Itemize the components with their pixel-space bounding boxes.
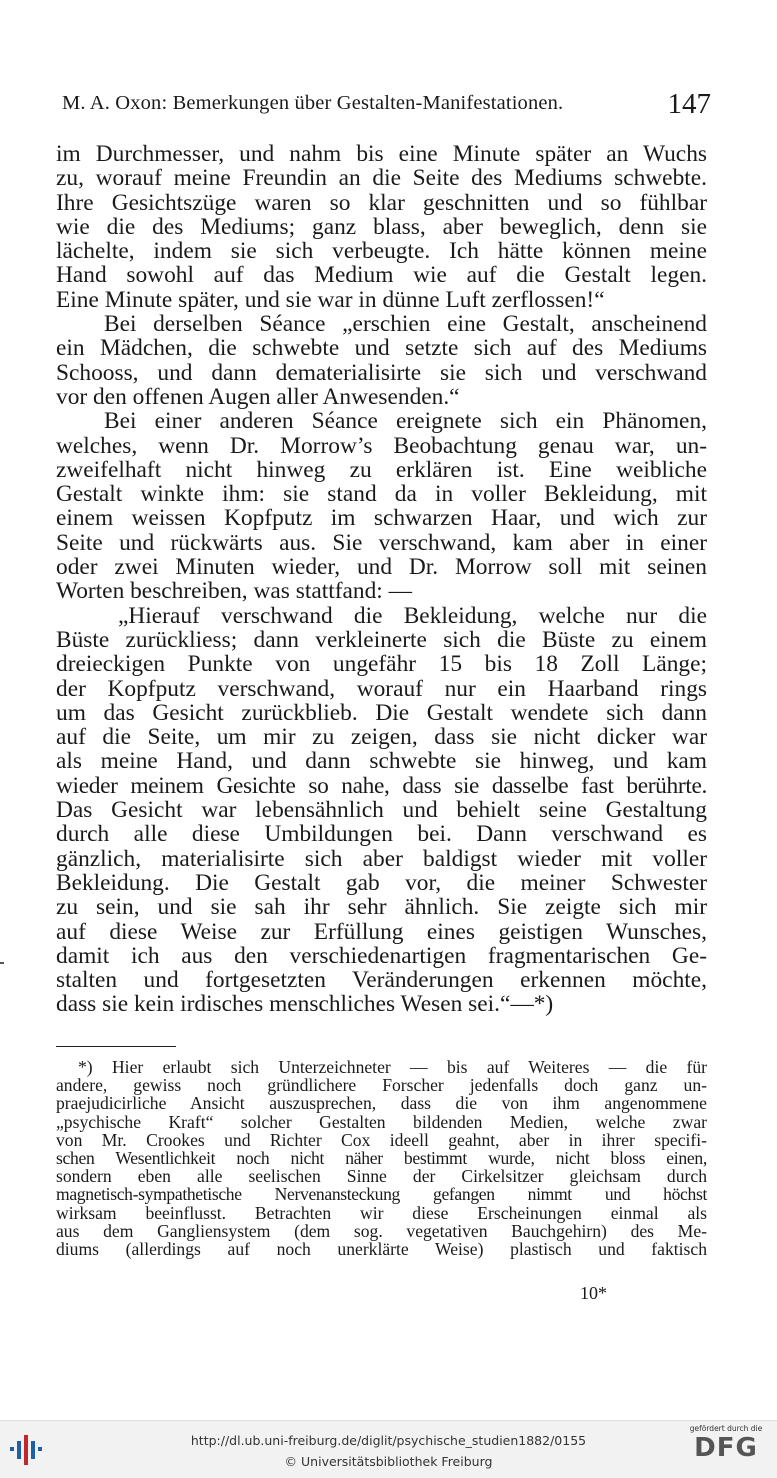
text-line: Bei einer anderen Séance ereignete sich ein Phänomen, [104,408,707,435]
text-line: vor den offenen Augen aller Anwesenden.“ [56,383,460,410]
text-line: Büste zurückliess; dann verkleinerte sich die Büste zu einem [56,626,707,653]
footnote-line: diums (allerdings auf noch unerklärte Weise) plastisch und faktisch [56,1239,707,1260]
footnote-line: magnetisch-sympathetische Nervenansteckung gefangen nimmt und höchst [56,1184,707,1205]
text-line: wieder meinem Gesichte so nahe, dass sie dasselbe fast berührte. [56,772,707,799]
footnote-line: *) Hier erlaubt sich Unterzeichneter — bis auf Weiteres — die für [78,1057,707,1077]
text-line: Worten beschreiben, was stattfand: — [56,578,413,605]
footnote-divider [56,1046,176,1047]
text-line: lächelte, indem sie sich verbeugte. Ich hätte können meine [56,238,707,265]
text-line: Schooss, und dann dematerialisirte sie sich und verschwand [56,359,707,386]
viewer-footer [0,1420,777,1478]
dfg-mark: DFG [694,1433,758,1463]
text-line: Bekleidung. Die Gestalt gab vor, die meiner Schwester [56,869,707,896]
text-line: durch alle diese Umbildungen bei. Dann verschwand es [56,821,707,848]
text-line: Hand sowohl auf das Medium wie auf die Gestalt legen. [56,262,707,289]
text-line: wie die des Mediums; ganz blass, aber beweglich, denn sie [56,213,707,240]
footnote-line: von Mr. Crookes und Richter Cox ideell geahnt, aber in ihrer specifi- [56,1129,707,1150]
margin-mark [0,962,4,964]
text-line: Das Gesicht war lebensähnlich und behielt seine Gestaltung [56,797,707,824]
text-line: Seite und rückwärts aus. Sie verschwand, kam aber in einer [56,529,707,556]
text-line: dreieckigen Punkte von ungefähr 15 bis 18 Zoll Länge; [56,651,707,678]
footnote-line: „psychische Kraft“ solcher Gestalten bildenden Medien, welche zwar [56,1111,707,1132]
text-line: Bei derselben Séance „erschien eine Gestalt, anscheinend [104,311,707,338]
copyright-notice: © Universitätsbibliothek Freiburg [284,1454,493,1469]
permalink-url[interactable]: http://dl.ub.uni-freiburg.de/diglit/psychische_studien1882/0155 [190,1433,587,1448]
text-line: Eine Minute später, und sie war in dünne Luft zerflossen!“ [56,286,605,313]
text-line: dass sie kein irdisches menschliches Wesen sei.“—*) [56,991,554,1018]
footnote-line: praejudicirliche Ansicht auszusprechen, dass die von ihm angenommene [56,1093,707,1114]
footnote-line: sondern eben alle seelischen Sinne der Cirkelsitzer gleichsam durch [56,1166,707,1187]
page-number: 147 [667,88,711,120]
text-line: welches, wenn Dr. Morrow’s Beobachtung genau war, un- [56,432,707,459]
text-line: um das Gesicht zurückblieb. Die Gestalt wendete sich dann [56,699,707,726]
text-line: der Kopfputz verschwand, worauf nur ein Haarband rings [56,675,707,702]
text-line: Ihre Gesichtszüge waren so klar geschnitten und so fühlbar [56,189,707,216]
text-line: Gestalt winkte ihm: sie stand da in voller Bekleidung, mit [56,481,707,508]
signature-mark: 10* [580,1283,607,1303]
footnote-line: schen Wesentlichkeit noch nicht näher bestimmt wurde, nicht bloss einen, [56,1148,707,1169]
body-text [56,142,707,1017]
header-title: M. A. Oxon: Bemerkungen über Gestalten-Manifestationen. [62,92,564,114]
footnote-line: andere, gewiss noch gründlichere Forscher jedenfalls doch ganz un- [56,1075,707,1096]
text-line: stalten und fortgesetzten Veränderungen erkennen möchte, [56,967,707,994]
text-line: damit ich aus den verschiedenartigen fragmentarischen Ge- [56,942,707,969]
text-line: zweifelhaft nicht hinweg zu erklären ist. Eine weibliche [56,456,707,483]
running-header [62,88,711,120]
text-line: zu, worauf meine Freundin an die Seite des Mediums schwebte. [56,165,707,192]
text-line: ein Mädchen, die schwebte und setzte sich auf des Mediums [56,335,707,362]
text-line: zu sein, und sie sah ihr sehr ähnlich. Sie zeigte sich mir [56,894,707,921]
footnote-line: aus dem Gangliensystem (dem sog. vegetativen Bauchgehirn) des Me- [56,1220,707,1241]
text-line: oder zwei Minuten wieder, und Dr. Morrow soll mit seinen [56,554,707,581]
text-line: als meine Hand, und dann schwebte sie hinweg, und kam [56,748,707,775]
text-line: einem weissen Kopfputz im schwarzen Haar, und wich zur [56,505,707,532]
text-line: im Durchmesser, und nahm bis eine Minute später an Wuchs [56,141,707,167]
text-line: auf die Seite, um mir zu zeigen, dass sie nicht dicker war [56,724,707,751]
text-line: gänzlich, materialisirte sich aber baldigst wieder mit voller [56,845,707,872]
footnote [56,1058,707,1258]
text-line: „Hierauf verschwand die Bekleidung, welche nur die [118,602,707,629]
footnote-line: wirksam beeinflusst. Betrachten wir diese Erscheinungen einmal als [56,1202,707,1223]
dfg-funding-label: gefördert durch die [689,1424,763,1433]
text-line: auf diese Weise zur Erfüllung eines geistigen Wunsches, [56,918,707,945]
dfg-logo [683,1425,769,1475]
